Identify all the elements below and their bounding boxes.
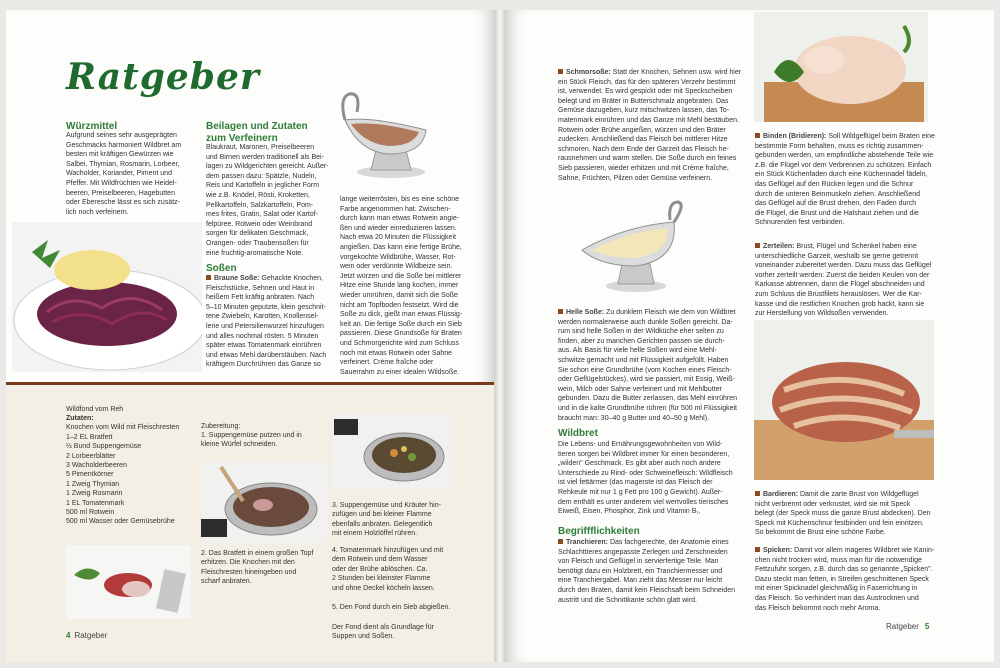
recipe-note: Der Fond dient als Grundlage für Suppen und Soßen. bbox=[332, 624, 434, 641]
recipe-step-4: 4. Tomatenmark hinzufügen und mit dem Rotwein und dem Wasser oder der Brühe ablöschen. Ca. 2 Stunden bei kleinster Flamme und ohne Deckel köcheln lassen. bbox=[332, 547, 444, 592]
bullet-square bbox=[558, 69, 563, 74]
sossen-heading: Soßen bbox=[206, 263, 237, 274]
recipe-step-2: 2. Das Bratfett in einem großen Topf erhitzen. Die Knochen mit den Fleischresten hineingeben und scharf anbraten. bbox=[201, 550, 314, 586]
braune-sosse-text: Braune Soße: Gehackte Knochen, Fleischstücke, Sehnen und Haut in heißem Fett kräftig anbraten. Nach 5–10 Minuten geputzte, klein geschnit- tene Zwiebeln, Karotten, Knollensel- lerie und Petersilienwurzel hinzufügen und alles nochmal rösten. 5 Minuten später etwas Tomatenmark einrühren und etwas Mehl darüberstäuben. Nach kräftigem Durchrühren das Ganze so bbox=[206, 275, 327, 369]
zerteilen-text: Zerteilen: Brust, Flügel und Schenkel haben eine unterschiedliche Garzeit, weshalb sie gerne getrennt voneinander zubereitet werden. Dazu muss das Geflügel vorher zerteilt werden: Zuerst die beiden Keulen von der Karkasse abtrennen, dann die Flügel abschneiden und zum Schluss die Brustfilets herauslösen. Wer die Kar- kasse und die restlichen Knochen grob hackt, kann sie zur Herstellung von Wildsoßen verwenden. bbox=[755, 243, 932, 318]
tranchieren-text: Tranchieren: Das fachgerechte, der Anatomie eines Schlachttieres angepasste Zerlegen und Zerschneiden von Fleisch und Geflügel in servierfertige Teile. Man benötigt dazu ein Holzbrett, ein Tranchiermesser und eine Tranchiergabel. Man zieht das Messer nur leicht durch den Braten, damit kein Fleischsaft beim Schneiden austritt und die Schnittkante schön glatt wird. bbox=[558, 539, 736, 604]
bullet-square bbox=[755, 133, 760, 138]
begriffe-heading: Begriffflichkeiten bbox=[558, 526, 640, 537]
bullet-square bbox=[755, 547, 760, 552]
gravy-boat-image bbox=[331, 88, 441, 180]
red-cabbage-image bbox=[12, 222, 202, 372]
bardieren-text: Bardieren: Damit die zarte Brust von Wildgeflügel nicht verbrennt oder verkrustet, wird sie mit Speck belegt (der Speck muss die ganze Brust abdecken). Den Speck mit Küchenschnur festbinden und fein einritzen. So bekommt die Brust eine schöne Farbe. bbox=[755, 491, 931, 537]
roast-meat-image bbox=[754, 320, 934, 480]
helle-sosse-text: Helle Soße: Zu dunklem Fleisch wie dem von Wildbret werden normalerweise auch dunkle Soßen gereicht. Da- rum sind helle Soßen in der Wildküche eher selten zu finden, aber zu manchen Gerichten passen sie durch- aus. Als Basis für viele helle Soßen wird eine Mehl- schwitze gemacht und mit Flüssigkeit aufgefüllt. Haben Sie schon eine Grundbrühe (vom Kochen eines Fleisch- oder Geflügelstückes), wird sie passiert, mit Essig, Weiß- wein, Milch oder Sahne verfeinert und mit Mehlbutter gebunden. Dazu die Butter zerlassen, das Mehl einrühren und in die kalte Grundbrühe rühren (für 500 ml Flüssigkeit braucht man: 30–40 g Butter und 40–50 g Mehl). bbox=[558, 309, 737, 422]
recipe-step-1: 1. Suppengemüse putzen und in kleine Würfel schneiden. bbox=[201, 432, 302, 449]
beilagen-heading: Beilagen und Zutaten zum Verfeinern bbox=[206, 121, 308, 144]
left-page bbox=[6, 10, 494, 662]
recipe-panel bbox=[6, 382, 494, 662]
white-gravy-boat-image bbox=[574, 200, 694, 295]
bullet-square bbox=[755, 491, 760, 496]
recipe-step-5: 5. Den Fond durch ein Sieb abgießen. bbox=[332, 604, 451, 611]
recipe-step-3: 3. Suppengemüse und Kräuter hin- zufügen und bei kleiner Flamme ebenfalls anbraten. Gelegentlich mit einem Holzlöffel rühren. bbox=[332, 502, 441, 538]
bullet-square bbox=[558, 309, 563, 314]
wildbret-heading: Wildbret bbox=[558, 428, 598, 439]
page-title: Ratgeber bbox=[66, 56, 260, 98]
wildbret-text: Die Lebens- und Ernährungsgewohnheiten von Wild- tieren sorgen bei Wildbret immer für einen besonderen, „wilden" Geschmack. Es gibt aber auch noch andere Unterschiede zu Rind- oder Schweinefleisch: Wildfleisch ist viel fettärmer (das magerste ist das Fleisch der Rehkeule mit nur 1 g Fett pro 100 g Gewicht). Außer- dem enthält es unter anderem viel wertvolles tierisches Eiweiß, Eisen, Phosphor, Zink und Vitamin B₁. bbox=[558, 441, 733, 516]
book-gutter bbox=[494, 10, 506, 662]
sossen-continued-text: lange weiterrösten, bis es eine schöne Farbe angenommen hat. Zwischen- durch kann man etwas Rotwein angie- ßen und wieder einreduzieren lassen. Nach etwa 20 Minuten die Flüssigkeit angießen. Das kann eine fertige Brühe, vorgekochte Wildbrühe, Wasser, Rot- wein oder verdünnte Wildbeize sein. Jetzt würzen und die Soße bei mittlerer Hitze eine Stunde lang kochen, immer wieder umrühren, damit sich die Soße nicht am Topfboden festsetzt. Wird die Soße zu dick, gießt man etwas Flüssig- keit an. Die fertige Soße durch ein Sieb passieren. Diese Grundsoße für Braten und Schmorgerichte wird zum Schluss noch mit etwas Rotwein oder Sahne verfeinert. Crème fraîche oder Sauerrahm zu einer idealen Wildsoße. bbox=[340, 196, 463, 376]
recipe-ingredients: Zutaten: Knochen vom Wild mit Fleischresten 1–2 EL Bratfett ½ Bund Suppengemüse 2 Lorbeerblätter 3 Wacholderbeeren 5 Pimentkörner 1 Zweig Thymian 1 Zweig Rosmarin 1 EL Tomatenmark 500 ml Rotwein 500 ml Wasser oder Gemüsebrühe bbox=[66, 415, 180, 526]
page-footer-right: Ratgeber 5 bbox=[886, 622, 930, 631]
recipe-title: Wildfond vom Reh bbox=[66, 406, 124, 413]
pot-meat-image bbox=[201, 461, 327, 543]
schmorsosse-text: Schmorsoße: Statt der Knochen, Sehnen usw. wird hier ein Stück Fleisch, das für den späteren Verzehr bestimmt ist, verwendet. Es wird gespickt oder mit Speckscheiben belegt und im Bräter in Butterschmalz angebraten. Das Gemüse dazugeben, kurz mitschwitzen lassen, das To- matenmark einrühren und das Ganze mit Mehl bestäuben. Rotwein oder Brühe angießen, würzen und den Bräter zudecken. Anschließend das Fleisch bei mittlerer Hitze schmoren. Nach dem Ende der Garzeit das Fleisch he- rausnehmen und warm stellen. Die Soße durch ein feines Sieb passieren, wieder erhitzen und mit Crème fraîche, Sahne, Früchten, Pilzen oder Gemüse verfeinern. bbox=[558, 69, 742, 182]
page-footer-left: 4 Ratgeber bbox=[66, 631, 108, 640]
binden-text: Binden (Bridieren): Soll Wildgeflügel beim Braten eine bestimmte Form behalten, muss es richtig zusammen- gebunden werden, um empfindliche abstehende Teile wie z.B. die Flügel vor dem Verbrennen zu schützen. Einfach ein Stück Küchenfaden durch eine Küchennadel fädeln, das Geflügel auf den Rücken legen und die Schnur durch die unteren Beinmuskeln ziehen. Anschließend das Geflügel auf die Brust drehen, den Faden durch die Flügel, die Brust und die Halshaut ziehen und die Schnurenden fest verbinden. bbox=[755, 133, 935, 227]
bullet-square bbox=[558, 539, 563, 544]
raw-poultry-image bbox=[754, 12, 928, 122]
meat-herbs-image bbox=[66, 545, 191, 619]
pot-vegetables-image bbox=[332, 413, 454, 489]
wuerzmittel-text: Aufgrund seines sehr ausgeprägten Geschmacks harmoniert Wildbret am besten mit kräftigen Gewürzen wie Salbei, Thymian, Rosmarin, Lorbeer, Wacholder, Koriander, Piment und Pfeffer. Mit Wildfrüchten wie Heidel- beeren, Preiselbeeren, Hagebutten oder Eberesche lässt es sich zusätz- lich noch verfeinern. bbox=[66, 132, 182, 216]
right-page bbox=[506, 10, 994, 662]
bullet-square bbox=[206, 275, 211, 280]
bullet-square bbox=[755, 243, 760, 248]
beilagen-text: Blaukraut, Maronen, Preiselbeeren und Birnen werden traditionell als Bei- lagen zu Wildgerichten gereicht. Außer- dem passen dazu: Spätzle, Nudeln, Reis und Kartoffeln in jeglicher Form wie z.B. Knödel, Rösti, Kroketten, Pellkartoffeln, Salzkartoffeln, Pom- mes frites, Gratin, Salat oder Kartof- felpüree. Rotwein oder Weinbrand sorgen für delikaten Geschmack, Orangen- oder Traubensoßen für eine fruchtig-aromatische Note. bbox=[206, 144, 329, 257]
prep-label: Zubereitung: bbox=[201, 423, 241, 430]
wuerzmittel-heading: Würzmittel bbox=[66, 121, 118, 132]
spicken-text: Spicken: Damit vor allem mageres Wildbret wie Kanin- chen nicht trocken wird, muss man für die notwendige Fettzufuhr sorgen, z.B. durch das so genannte „Spicken". Dazu steckt man fetten, in Streifen geschnittenen Speck mit einer Spicknadel gleichmäßig in Faserrichtung in das Fleisch. So verhindert man das Austrocknen und das Fleisch bekommt noch mehr Aroma. bbox=[755, 547, 935, 612]
